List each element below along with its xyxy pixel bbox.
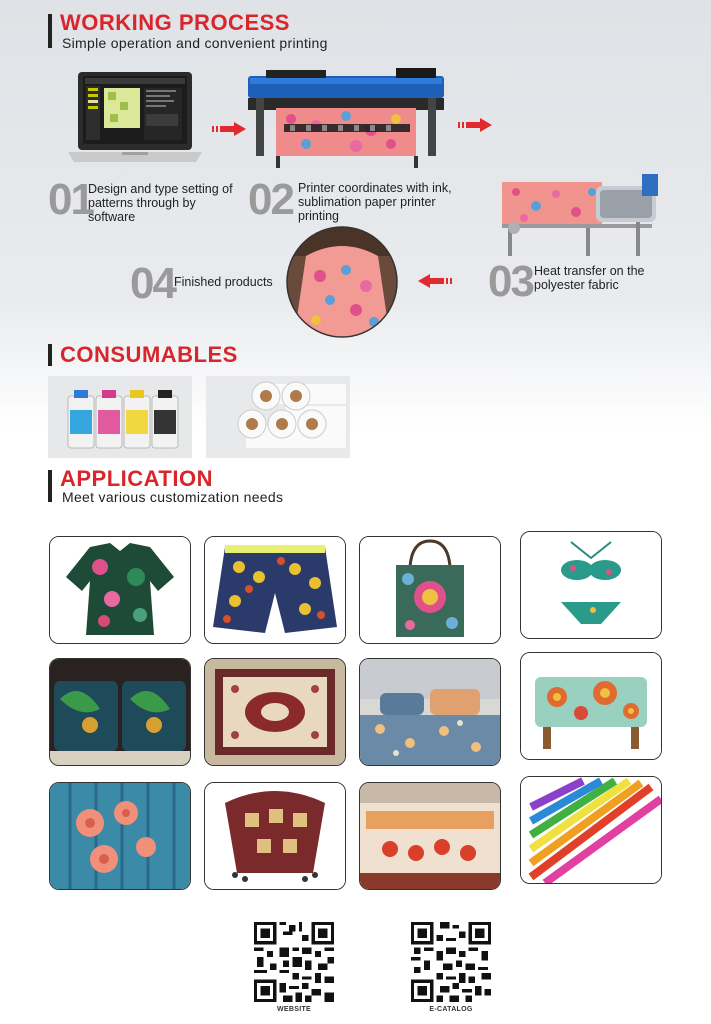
- arrow-left-icon: [418, 274, 452, 288]
- working-process-subtitle: Simple operation and convenient printing: [62, 35, 328, 51]
- application-scarf: [204, 782, 346, 890]
- application-tote-bag: [359, 536, 501, 644]
- consumables-title: CONSUMABLES: [60, 342, 238, 367]
- laptop-illustration: [68, 70, 202, 166]
- step-number: 01: [48, 175, 93, 224]
- step-description: Printer coordinates with ink, sublimation paper printer printing: [298, 181, 452, 223]
- paper-rolls-photo: [206, 376, 350, 458]
- application-carpet: [204, 658, 346, 766]
- application-bedding: [359, 658, 501, 766]
- step-description: Heat transfer on the polyester fabric: [534, 264, 645, 292]
- application-subtitle: Meet various customization needs: [62, 489, 284, 505]
- step-number: 02: [248, 175, 293, 224]
- step-number: 03: [488, 257, 533, 306]
- website-qr-code[interactable]: [254, 922, 334, 1002]
- application-lanyards: [520, 776, 662, 884]
- catalog-qr-label: E-CATALOG: [429, 1006, 473, 1013]
- printer-illustration: [246, 64, 446, 168]
- application-pillows: [49, 658, 191, 766]
- arrow-right-icon: [212, 122, 246, 136]
- catalog-qr-code[interactable]: [411, 922, 491, 1002]
- arrow-right-icon: [458, 118, 492, 132]
- section-marker: [48, 344, 52, 366]
- step-description: Design and type setting of patterns through by software: [88, 182, 233, 224]
- heat-press-illustration: [496, 172, 664, 258]
- step-number: 04: [130, 259, 175, 308]
- working-process-title: WORKING PROCESS: [60, 10, 290, 35]
- application-banner: [359, 782, 501, 890]
- application-curtain: [49, 782, 191, 890]
- section-marker: [48, 14, 52, 48]
- application-shirt: [49, 536, 191, 644]
- application-bikini: [520, 531, 662, 639]
- ink-bottles-photo: [48, 376, 192, 458]
- website-qr-label: WEBSITE: [277, 1006, 311, 1013]
- finished-product-photo: [286, 226, 398, 338]
- application-title: APPLICATION: [60, 466, 213, 491]
- application-shorts: [204, 536, 346, 644]
- section-marker: [48, 470, 52, 502]
- application-ottoman: [520, 652, 662, 760]
- step-description: Finished products: [174, 275, 273, 289]
